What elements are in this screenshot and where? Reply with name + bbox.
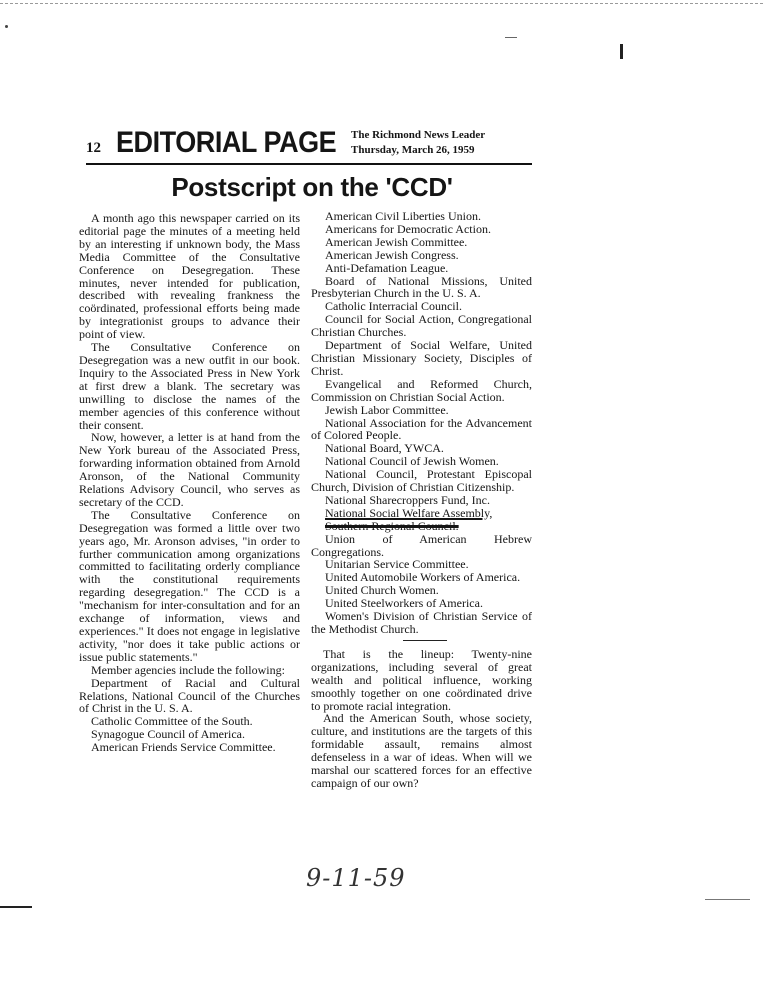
member-item: Department of Social Welfare, United Christian Missionary Society, Disciples of Christ. — [311, 338, 532, 378]
member-item: United Church Women. — [325, 583, 439, 598]
member-item: Women's Division of Christian Service of the Methodist Church. — [311, 609, 532, 636]
scan-edge-line — [0, 3, 763, 4]
member-item: Unitarian Service Committee. — [325, 557, 469, 572]
issue-date: Thursday, March 26, 1959 — [351, 144, 475, 156]
section-divider — [403, 640, 447, 641]
paragraph: The Consultative Conference on Desegregation was formed a little over two years ago, Mr. Aronson advises, "in order to further communication among organizations committed to facilitating orderly compliance with the constitutional requirements regarding desegregation." The CCD is a "mechanism for inter-consultation and for an exchange of information, views and experiences." It does not engage in legislative activity, "nor does it take public actions or issue public statements." — [79, 507, 300, 664]
member-item: Union of American Hebrew Congregations. — [311, 531, 532, 559]
member-item: Council for Social Action, Congregational Christian Churches. — [311, 312, 532, 340]
member-item: Jewish Labor Committee. — [325, 402, 449, 417]
member-item: United Automobile Workers of America. — [325, 570, 521, 585]
section-title: EDITORIAL PAGE — [116, 126, 337, 159]
paragraph: The Consultative Conference on Desegregation was a new outfit in our book. Inquiry to the Associated Press in New York at first drew a blank. The secretary was unwilling to disclose the names of the member agencies of this conference without their consent. — [79, 340, 300, 432]
left-column — [79, 212, 300, 754]
paragraph: And the American South, whose society, culture, and institutions are the targets of this formidable assault, remains almost defenseless in a war of ideas. When will we marshal our scattered forces for an effective campaign of our own? — [311, 711, 532, 790]
member-item: Anti-Defamation League. — [325, 260, 449, 275]
member-item-underlined: National Social Welfare Assembly, — [325, 505, 493, 520]
member-item: American Civil Liberties Union. — [325, 209, 481, 223]
member-item: American Jewish Committee. — [325, 234, 468, 249]
scan-mark — [505, 37, 517, 38]
scan-mark — [705, 899, 750, 900]
masthead-rule — [86, 163, 532, 165]
paragraph: Member agencies include the following: — [91, 662, 285, 677]
scan-mark — [0, 906, 32, 908]
masthead — [86, 126, 532, 162]
member-item: Board of National Missions, United Presbyterian Church in the U. S. A. — [311, 273, 532, 301]
member-item: Americans for Democratic Action. — [325, 221, 491, 236]
member-item: National Board, YWCA. — [325, 441, 444, 456]
paper-name: The Richmond News Leader — [351, 129, 486, 141]
member-item: American Jewish Congress. — [325, 247, 459, 262]
member-item: National Association for the Advancement of Colored People. — [311, 415, 532, 443]
member-item: Synagogue Council of America. — [91, 727, 245, 742]
member-item: Evangelical and Reformed Church, Commission on Christian Social Action. — [311, 376, 532, 404]
member-item: National Council, Protestant Episcopal Church, Division of Christian Citizenship. — [311, 467, 532, 495]
member-item: National Sharecroppers Fund, Inc. — [325, 492, 490, 507]
member-item: American Friends Service Committee. — [91, 740, 276, 755]
paper-info — [351, 128, 485, 158]
member-item: United Steelworkers of America. — [325, 596, 483, 611]
handwritten-date: 9-11-59 — [306, 864, 406, 892]
paragraph: Now, however, a letter is at hand from the New York bureau of the Associated Press, forwarding information obtained from Arnold Aronson, of the National Community Relations Advisory Council, who serves as secretary of the CCD. — [79, 430, 300, 509]
right-column — [311, 210, 532, 790]
paragraph: A month ago this newspaper carried on its editorial page the minutes of a meeting held by an interesting if unknown body, the Mass Media Committee of the Consultative Conference on Desegregation. These minutes, never intended for publication, described with revealing frankness the coördinated, professional efforts being made by integrationist groups to advance their point of view. — [79, 211, 300, 342]
member-item-struck: Southern Regional Council. — [325, 518, 459, 533]
scan-mark — [620, 44, 623, 59]
member-item: Catholic Committee of the South. — [91, 714, 253, 729]
member-item: National Council of Jewish Women. — [325, 454, 499, 469]
headline: Postscript on the 'CCD' — [171, 172, 453, 202]
paragraph: That is the lineup: Twenty-nine organizations, including several of great wealth and political influence, working smoothly together on one coördinated drive to promote racial integration. — [311, 646, 532, 713]
member-item: Catholic Interracial Council. — [325, 299, 462, 314]
page-number: 12 — [86, 140, 101, 156]
scan-speck — [5, 25, 8, 28]
member-item: Department of Racial and Cultural Relations, National Council of the Churches of Christ in the U. S. A. — [79, 675, 300, 716]
